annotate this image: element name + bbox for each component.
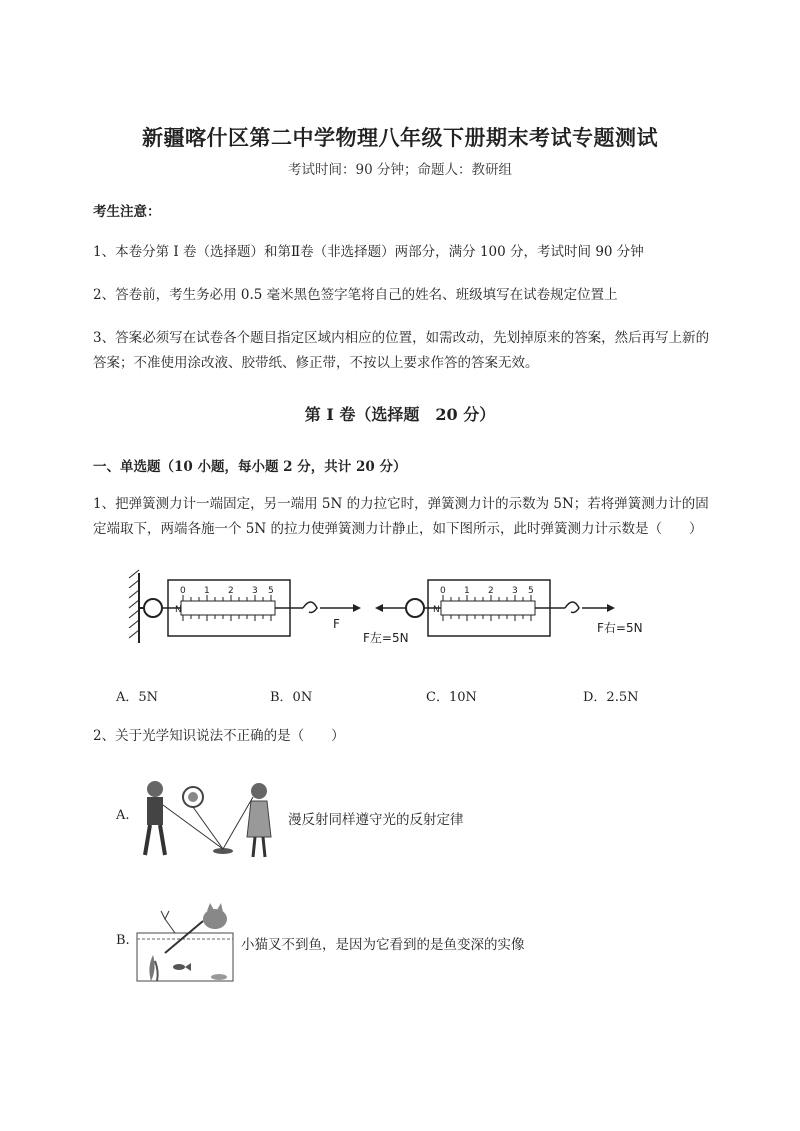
spring-scale-left xyxy=(139,580,361,636)
wall-icon xyxy=(129,570,139,643)
spring-scale-right xyxy=(375,580,615,636)
section-subtitle: 一、单选题（10 小题，每小题 2 分，共计 20 分） xyxy=(93,459,407,475)
question-2-stem: 2、关于光学知识说法不正确的是（ ） xyxy=(93,728,345,744)
q1-option-b[interactable]: B．0N xyxy=(270,690,313,705)
tick-label: 3 xyxy=(252,586,258,596)
exam-info: 考试时间：90 分钟；命题人：教研组 xyxy=(288,162,512,178)
tick-label: 0 xyxy=(180,586,186,596)
q1-option-d[interactable]: D．2.5N xyxy=(583,690,639,705)
notice-heading: 考生注意： xyxy=(93,204,161,220)
spring-scale-figure xyxy=(125,568,655,648)
q2-option-b-letter[interactable]: B. xyxy=(116,933,130,948)
force-right-label: F右=5N xyxy=(597,621,643,635)
page-title: 新疆喀什区第二中学物理八年级下册期末考试专题测试 xyxy=(142,125,658,150)
section-title: 第 I 卷（选择题 20 分） xyxy=(304,405,496,424)
tick-label: 3 xyxy=(512,586,518,596)
force-label: F xyxy=(333,617,340,631)
scale-zero-label-left: N xyxy=(175,605,182,615)
q1-option-a[interactable]: A．5N xyxy=(116,690,159,705)
notice-item-2: 2、答卷前，考生务必用 0.5 毫米黑色签字笔将自己的姓名、班级填写在试卷规定位置上 xyxy=(93,287,618,303)
scale-zero-label-right: N xyxy=(433,605,440,615)
tick-label: 1 xyxy=(464,586,470,596)
q2-option-a-letter[interactable]: A. xyxy=(116,808,130,823)
q2-option-b-text: 小猫叉不到鱼，是因为它看到的是鱼变深的实像 xyxy=(241,937,525,953)
q2-option-a-text: 漫反射同样遵守光的反射定律 xyxy=(288,812,464,828)
tick-label: 1 xyxy=(204,586,210,596)
force-left-label: F左=5N xyxy=(363,631,409,645)
q1-option-c[interactable]: C．10N xyxy=(426,690,477,705)
tick-label: 2 xyxy=(488,586,494,596)
question-1-stem: 1、把弹簧测力计一端固定，另一端用 5N 的力拉它时，弹簧测力计的示数为 5N；若将弹簧测力计的固定端取下，两端各施一个 5N 的拉力使弹簧测力计静止，如下图所示，此时弹簧测力计示数是（ ） xyxy=(93,496,709,537)
tick-label: 5 xyxy=(528,586,534,596)
notice-item-3: 3、答案必须写在试卷各个题目指定区域内相应的位置，如需改动，先划掉原来的答案，然后再写上新的答案；不准使用涂改液、胶带纸、修正带，不按以上要求作答的答案无效。 xyxy=(93,330,710,371)
diffuse-reflection-image xyxy=(135,775,285,863)
notice-item-1: 1、本卷分第 I 卷（选择题）和第Ⅱ卷（非选择题）两部分，满分 100 分，考试时间 90 分钟 xyxy=(93,244,644,260)
tick-label: 5 xyxy=(268,586,274,596)
tick-label: 2 xyxy=(228,586,234,596)
tick-label: 0 xyxy=(440,586,446,596)
cat-fishing-image xyxy=(135,903,235,983)
